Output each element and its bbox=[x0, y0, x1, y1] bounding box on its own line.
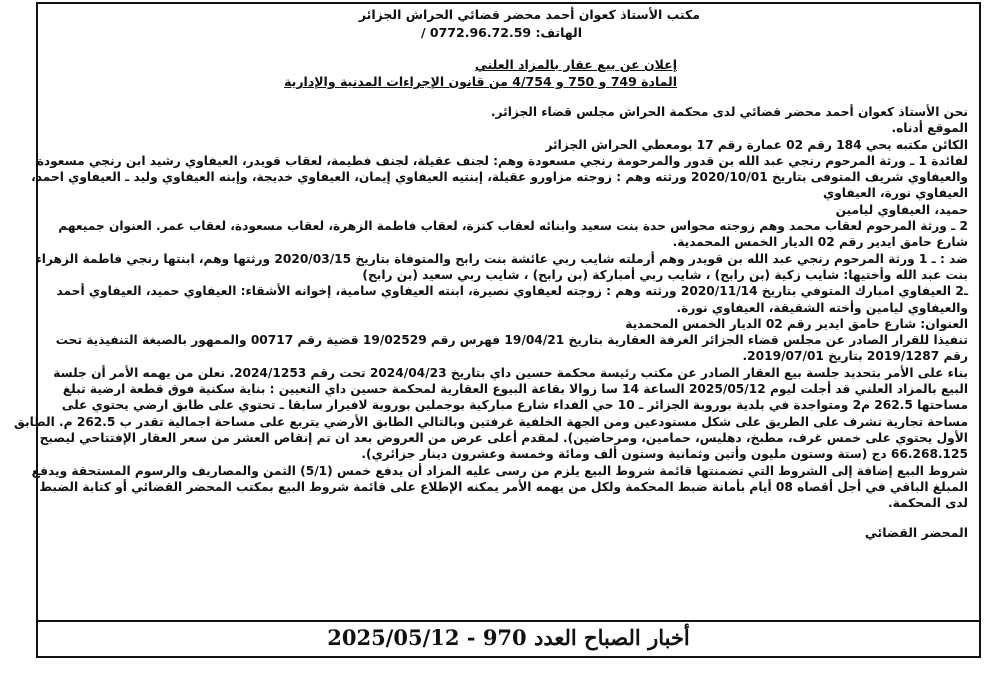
body-line: البيع بالمزاد العلني قد أجلت ليوم 2025/05/12 الساعة 14 سا زوالا بقاعة البيوع العقارية لمحكمة حسين داي التعيين : بناية سكنية فوق قطعة ارضية تبلغ bbox=[62, 382, 968, 397]
publication-footer bbox=[36, 622, 981, 658]
body-line: نحن الأستاذ كعوان أحمد محضر قضائي لدى محكمة الحراش مجلس قضاء الجزائر. bbox=[490, 105, 968, 119]
body-line: مساحة تجارية تشرف على الطريق على شكل مستودعين ومن الجهة الخلفية غرفتين وبالتالي الطابق الأرضي يتربع على مساحة اجمالية تقدر ب 262.5 م. الطابق bbox=[14, 414, 968, 429]
announcement-heading bbox=[44, 56, 677, 90]
body-line: مساحتها 262.5 م2 ومتواجدة في بلدية بوروبة الجزائر ـ 10 حي الفداء شارع مباركية بوجملين بوروبة لافيرار سابقا ـ تحتوي على طابق ارضي يحتوي على bbox=[61, 398, 968, 413]
body-line: والعيفاوي ليامين وأخته الشقيقة، العيفاوي نورة. bbox=[676, 300, 968, 315]
body-line: الموقع أدناه. bbox=[891, 121, 968, 136]
announcement-title: إعلان عن بيع عقار بالمزاد العلني bbox=[474, 57, 677, 72]
signature: المحضر القضائي bbox=[864, 525, 968, 541]
body-line: العيفاوي نورة، العيفاوي bbox=[823, 186, 968, 201]
body-line: لفائدة 1 ـ ورثة المرحوم رنجي عبد الله بن قدور والمرحومة رنجي مسعودة وهم: لجنف عقيلة، لجنف فطيمة، لعقاب قويدر، العيفاوي رشيد ابن رنجي مسعودة bbox=[36, 153, 968, 168]
body-line: العنوان: شارع حامق ايدير رقم 02 الديار الخمس المحمدية bbox=[625, 316, 968, 331]
publication-name: أخبار الصباح العدد 970 - bbox=[466, 625, 690, 650]
office-phone: الهاتف: 0772.96.72.59 / bbox=[420, 25, 582, 40]
body-line: ـ2 العيفاوي امبارك المتوفي بتاريخ 2020/11/14 ورثته وهم : زوجته لعيفاوي نصيرة، ابنته العيفاوي سامية، إخوانه الأشقاء: العيفاوي حميد، العيفاوي أحمد bbox=[56, 284, 968, 299]
publication-date: 2025/05/12 bbox=[327, 625, 460, 650]
body-line: الكائن مكتبه بحي 184 رقم 02 عمارة رقم 17 بومعطي الحراش الجزائر bbox=[545, 137, 968, 152]
body-line: ضد : ـ 1 ورثة المرحوم رنجي عبد الله بن قويدر وهم أرملته شايب ربي عائشة بنت رابح والمتوفاة بتاريخ 2020/03/15 ورثتها وهم، ابنتها رنجي فاطمة الزهراء bbox=[35, 251, 968, 266]
notice-content bbox=[14, 6, 972, 541]
body-line: بنت عبد الله وأختيها: شايب زكية (بن رابح) ، شايب ربي أمباركة (بن رابح) ، شايب ربي سعيد (بن رابح) bbox=[362, 267, 968, 282]
body-line: تنفيذا للقرار الصادر عن مجلس قضاء الجزائر الغرفة العقارية بتاريخ 19/04/21 فهرس رقم 19/02529 قضية رقم 00717 والممهور بالصيغة التنفيذية تحت bbox=[55, 333, 968, 348]
body-line: المبلغ الباقي في أجل أقصاه 08 أيام بأمانة ضبط المحكمة ولكل من يهمه الأمر يمكنه الإطلاع على قائمة شروط البيع بمكتب المحضر القضائي أو كتابة الضبط bbox=[39, 479, 968, 494]
body-line: شروط البيع إضافة إلى الشروط التي تضمنتها قائمة شروط البيع يلزم من رسى عليه المزاد أن يدفع خمس (5/1) الثمن والمصاريف والرسوم المستحقة ويدفع bbox=[31, 463, 968, 478]
body-line: 66.268.125 دج (ستة وستون مليون وأتين وثمانية وستون ألف ومائة وخمسة وعشرون دينار جزائري). bbox=[361, 447, 968, 462]
office-header bbox=[44, 6, 972, 42]
body-line: الأول يحتوي على خمس غرف، مطبخ، دهليس، حمامين، ومرحاضين). لمقدم أعلى عرض من العروض بعد ان تم إنقاص العشر من سعر العقار الإفتتاحي ليصبح bbox=[39, 430, 968, 445]
body-line: 2 ـ ورثة المرحوم لعقاب محمد وهم زوجته محواس حدة بنت سعيد وابنائه لعقاب كنزة، لعقاب فاطمة الزهرة، لعقاب مسعودة، لعقاب عمر. العنوان جميعهم bbox=[58, 219, 968, 234]
body-line: لدى المحكمة. bbox=[887, 496, 968, 511]
body-line: شارع حامق ايدير رقم 02 الديار الخمس المحمدية. bbox=[672, 235, 968, 250]
body-line: بناء على الأمر بتحديد جلسة بيع العقار الصادر عن مكتب رئيسة محكمة حسين داي بتاريخ 2024/04/23 تحت رقم 2024/1253. نعلن من يهمه الأمر أن جلسة bbox=[53, 365, 968, 380]
notice-body bbox=[14, 104, 968, 511]
body-line: والعيفاوي شريف المتوفى بتاريخ 2020/10/01 ورثته وهم : زوجته مزاورو عقيلة، إبنتيه العيفاوي إيمان، العيفاوي خديجة، وإبنه العيفاوي وليد ـ العيفاوي احمد، bbox=[31, 170, 968, 185]
announcement-subtitle: المادة 749 و 750 و 4/754 من قانون الإجراءات المدنية والإدارية bbox=[284, 74, 677, 89]
office-name: مكتب الأستاذ كعوان أحمد محضر قضائي الحراش الجزائر bbox=[358, 7, 700, 22]
body-line: حميد، العيفاوي ليامين bbox=[835, 202, 968, 217]
body-line: رقم 2019/1287 بتاريخ 2019/07/01. bbox=[742, 349, 968, 364]
